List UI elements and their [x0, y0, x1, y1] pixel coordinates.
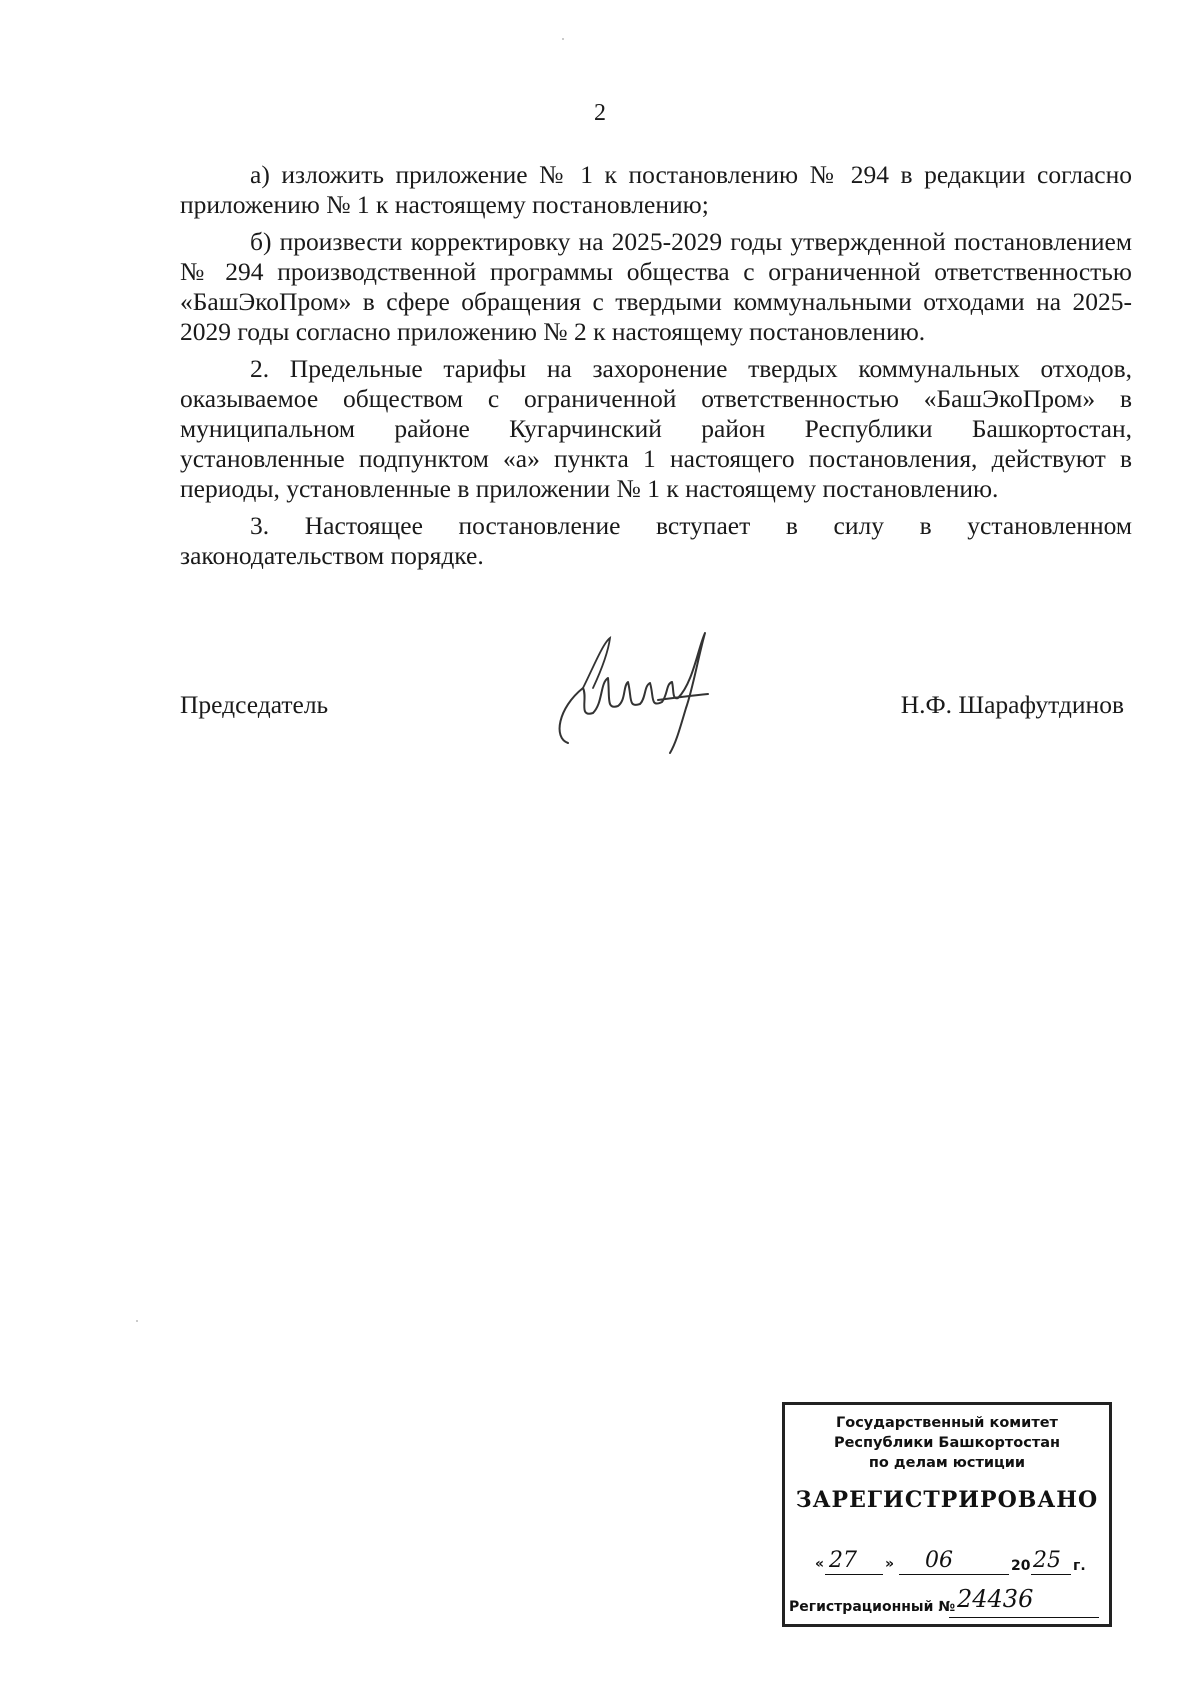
stamp-org-line: Республики Башкортостан	[833, 1435, 1061, 1451]
stamp-day: 27	[829, 1548, 857, 1573]
stamp-year-line	[1031, 1574, 1071, 1575]
stamp-year-unit: г.	[1073, 1558, 1086, 1574]
stamp-quote-close: »	[885, 1556, 895, 1572]
paragraph-2: 2. Предельные тарифы на захоронение твердых коммунальных отходов, оказываемое обществом с ограниченной ответственностью «БашЭкоПром» в муниципальном районе Кугарчинский район Республики Башкортостан, установленные подпунктом «а» пункта 1 настоящего постановления, действуют в периоды, установленные в приложении № 1 к настоящему постановлению.	[180, 354, 1132, 503]
paragraph-item-a: а) изложить приложение № 1 к постановлению № 294 в редакции согласно приложению № 1 к настоящему постановлению;	[180, 160, 1132, 219]
paragraph-3: 3. Настоящее постановление вступает в силу в установленном законодательством порядке.	[180, 511, 1132, 570]
stamp-registered-label: ЗАРЕГИСТРИРОВАНО	[795, 1487, 1099, 1513]
stamp-day-line	[825, 1574, 883, 1575]
scan-speck	[562, 38, 564, 40]
stamp-regno-label: Регистрационный №	[789, 1599, 956, 1615]
document-body	[180, 160, 1132, 578]
stamp-organization	[785, 1413, 1109, 1473]
stamp-date	[795, 1548, 1105, 1578]
stamp-org-line: по делам юстиции	[868, 1455, 1026, 1471]
scan-speck	[136, 1320, 138, 1322]
stamp-regno-line	[949, 1617, 1099, 1618]
paragraph-item-b: б) произвести корректировку на 2025-2029 годы утвержденной постановлением № 294 производственной программы общества с ограниченной ответственностью «БашЭкоПром» в сфере обращения с твердыми коммунальными отходами на 2025-2029 годы согласно приложению № 2 к настоящему постановлению.	[180, 227, 1132, 346]
page-number: 2	[594, 100, 606, 126]
signatory-name: Н.Ф. Шарафутдинов	[900, 690, 1124, 719]
registration-stamp	[782, 1402, 1112, 1627]
handwritten-signature	[548, 628, 718, 758]
stamp-quote-open: «	[815, 1556, 825, 1572]
stamp-year-suffix: 25	[1033, 1548, 1061, 1573]
stamp-month: 06	[925, 1548, 953, 1573]
stamp-year-prefix: 20	[1011, 1558, 1031, 1574]
signatory-title: Председатель	[180, 690, 329, 719]
stamp-registration-number	[789, 1585, 1107, 1619]
stamp-org-line: Государственный комитет	[836, 1415, 1058, 1431]
stamp-regno-value: 24436	[957, 1585, 1034, 1613]
stamp-month-line	[899, 1574, 1009, 1575]
